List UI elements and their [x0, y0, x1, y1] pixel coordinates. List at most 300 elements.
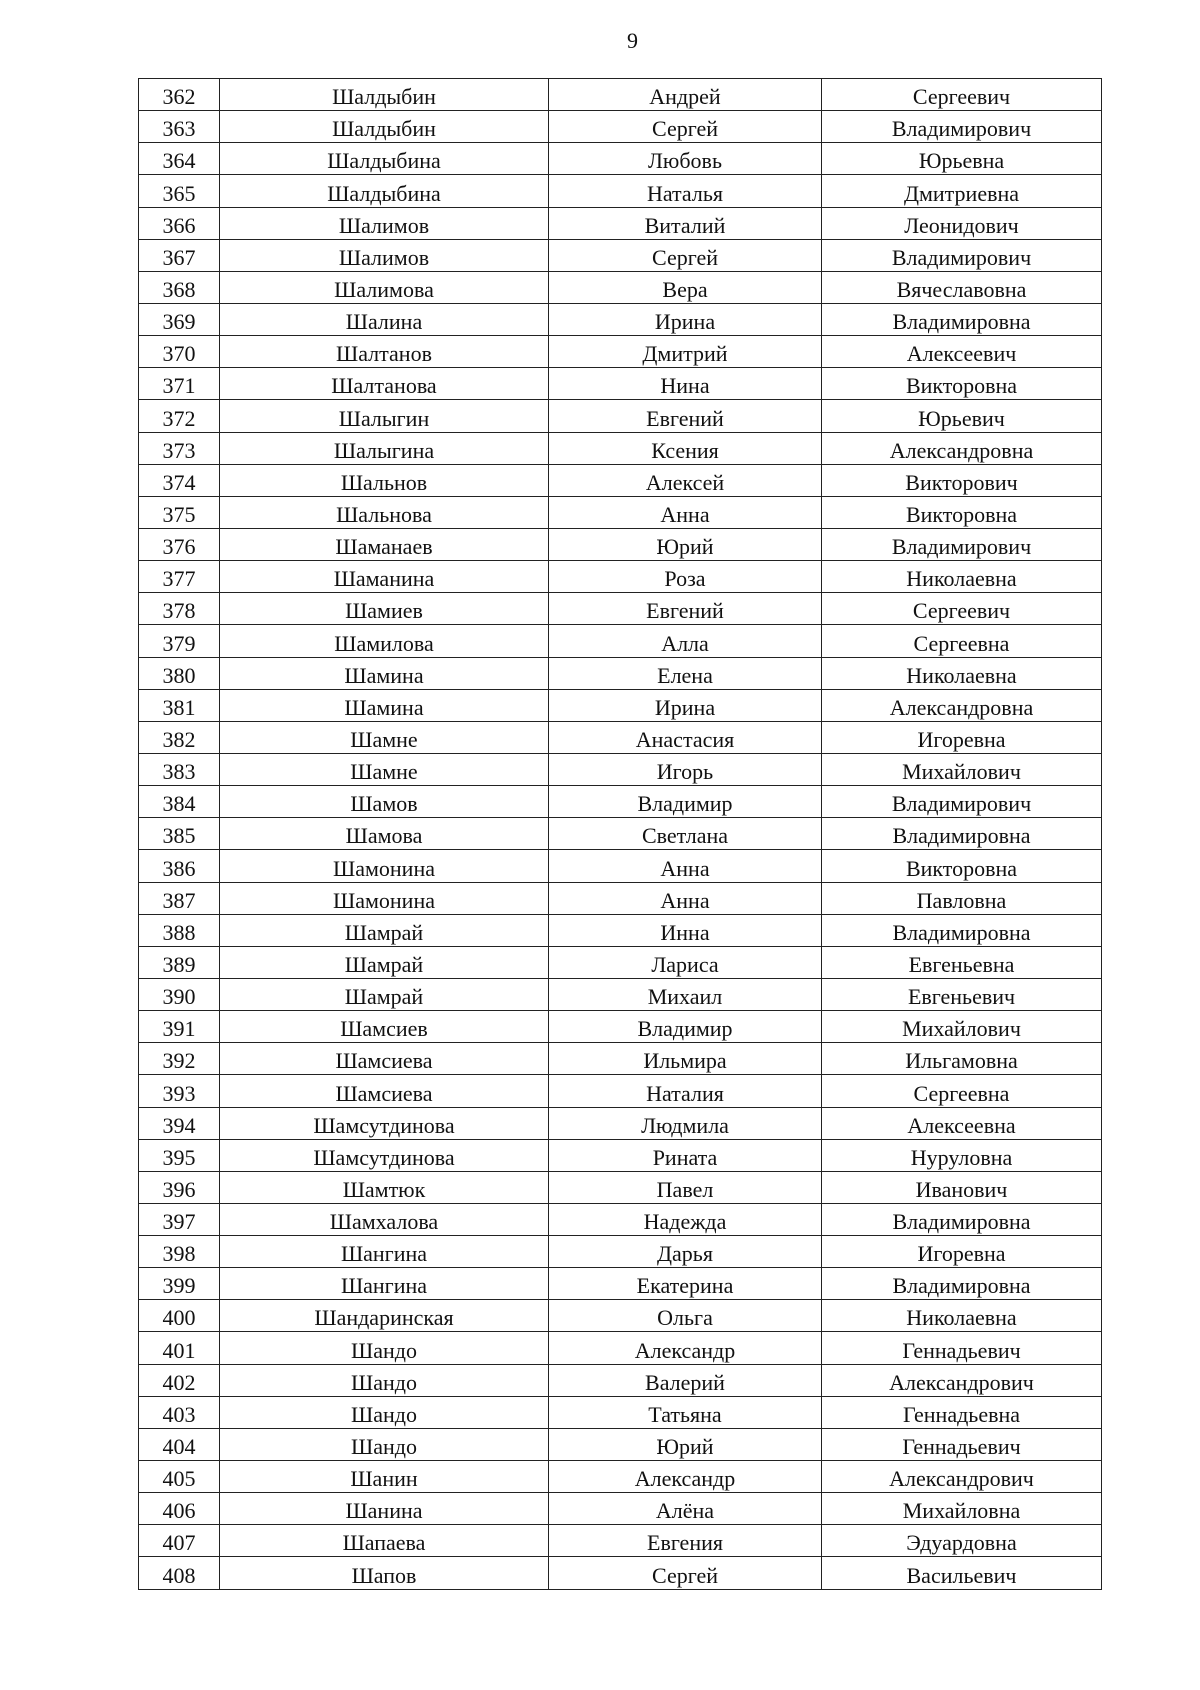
- surname-cell: [220, 1428, 549, 1460]
- row-number-cell-text: 380: [162, 662, 196, 688]
- surname-cell: [220, 528, 549, 560]
- patronymic-cell-text: Сергеевна: [913, 1080, 1010, 1106]
- table-row: [139, 400, 1102, 432]
- surname-cell: [220, 1493, 549, 1525]
- table-row: [139, 1493, 1102, 1525]
- patronymic-cell-text: Владимировна: [892, 919, 1031, 945]
- row-number-cell: [139, 271, 220, 303]
- patronymic-cell: [822, 1075, 1102, 1107]
- patronymic-cell-text: Юрьевич: [918, 405, 1005, 431]
- row-number-cell: [139, 368, 220, 400]
- surname-cell-text: Шамов: [350, 791, 418, 817]
- patronymic-cell: [822, 1428, 1102, 1460]
- patronymic-cell: [822, 914, 1102, 946]
- surname-cell-text: Шалина: [345, 309, 423, 335]
- surname-cell: [220, 271, 549, 303]
- patronymic-cell: [822, 753, 1102, 785]
- first-name-cell-text: Алёна: [655, 1498, 715, 1524]
- surname-cell-text: Шамина: [344, 662, 424, 688]
- row-number-cell: [139, 1493, 220, 1525]
- patronymic-cell: [822, 239, 1102, 271]
- patronymic-cell: [822, 464, 1102, 496]
- row-number-cell-text: 364: [162, 148, 196, 174]
- surname-cell-text: Шалимов: [338, 244, 430, 270]
- patronymic-cell: [822, 1332, 1102, 1364]
- patronymic-cell-text: Иванович: [915, 1176, 1008, 1202]
- patronymic-cell-text: Сергеевна: [913, 630, 1010, 656]
- first-name-cell-text: Андрей: [649, 84, 721, 110]
- row-number-cell-text: 370: [162, 341, 196, 367]
- surname-cell-text: Шалдыбина: [327, 180, 441, 206]
- patronymic-cell-text: Викторовна: [905, 855, 1018, 881]
- first-name-cell-text: Любовь: [648, 148, 722, 174]
- patronymic-cell: [822, 111, 1102, 143]
- patronymic-cell-text: Александрович: [889, 1369, 1034, 1395]
- first-name-cell: [549, 1203, 822, 1235]
- surname-cell: [220, 1525, 549, 1557]
- first-name-cell: [549, 1075, 822, 1107]
- first-name-cell: [549, 1557, 822, 1589]
- row-number-cell-text: 391: [162, 1016, 196, 1042]
- first-name-cell-text: Павел: [656, 1176, 714, 1202]
- row-number-cell-text: 408: [162, 1562, 196, 1588]
- table-row: [139, 1332, 1102, 1364]
- surname-cell-text: Шалтанова: [331, 373, 437, 399]
- surname-cell: [220, 207, 549, 239]
- patronymic-cell-text: Владимировна: [892, 309, 1031, 335]
- first-name-cell: [549, 271, 822, 303]
- table-row: [139, 79, 1102, 111]
- first-name-cell-text: Евгений: [646, 405, 724, 431]
- table-row: [139, 464, 1102, 496]
- row-number-cell-text: 377: [162, 566, 196, 592]
- patronymic-cell-text: Евгеньевич: [907, 984, 1016, 1010]
- surname-cell: [220, 946, 549, 978]
- first-name-cell-text: Михаил: [647, 984, 723, 1010]
- surname-cell: [220, 978, 549, 1010]
- patronymic-cell: [822, 1011, 1102, 1043]
- surname-cell-text: Шамхалова: [329, 1209, 439, 1235]
- patronymic-cell-text: Геннадьевна: [902, 1401, 1021, 1427]
- row-number-cell-text: 362: [162, 84, 196, 110]
- patronymic-cell: [822, 625, 1102, 657]
- row-number-cell: [139, 1428, 220, 1460]
- patronymic-cell-text: Владимирович: [891, 244, 1032, 270]
- row-number-cell-text: 395: [162, 1144, 196, 1170]
- patronymic-cell-text: Михайлович: [902, 1016, 1021, 1042]
- surname-cell: [220, 1075, 549, 1107]
- row-number-cell-text: 399: [162, 1273, 196, 1299]
- table-row: [139, 1268, 1102, 1300]
- row-number-cell: [139, 1043, 220, 1075]
- first-name-cell: [549, 207, 822, 239]
- surname-cell-text: Шамтюк: [342, 1176, 426, 1202]
- row-number-cell-text: 397: [162, 1209, 196, 1235]
- row-number-cell-text: 402: [162, 1369, 196, 1395]
- table-row: [139, 625, 1102, 657]
- surname-cell: [220, 721, 549, 753]
- surname-cell-text: Шалыгин: [338, 405, 430, 431]
- row-number-cell-text: 404: [162, 1434, 196, 1460]
- row-number-cell-text: 366: [162, 212, 196, 238]
- table-row: [139, 689, 1102, 721]
- first-name-cell: [549, 753, 822, 785]
- first-name-cell: [549, 818, 822, 850]
- patronymic-cell: [822, 400, 1102, 432]
- row-number-cell: [139, 1332, 220, 1364]
- row-number-cell: [139, 625, 220, 657]
- patronymic-cell: [822, 1300, 1102, 1332]
- table-row: [139, 914, 1102, 946]
- first-name-cell-text: Нина: [660, 373, 710, 399]
- row-number-cell: [139, 239, 220, 271]
- first-name-cell: [549, 1236, 822, 1268]
- first-name-cell: [549, 432, 822, 464]
- patronymic-cell-text: Николаевна: [906, 1305, 1017, 1331]
- table-row: [139, 818, 1102, 850]
- surname-cell-text: Шамсиева: [335, 1048, 433, 1074]
- row-number-cell: [139, 1525, 220, 1557]
- row-number-cell: [139, 850, 220, 882]
- first-name-cell: [549, 528, 822, 560]
- surname-cell: [220, 657, 549, 689]
- row-number-cell: [139, 882, 220, 914]
- surname-cell: [220, 1300, 549, 1332]
- patronymic-cell-text: Николаевна: [906, 662, 1017, 688]
- row-number-cell-text: 407: [162, 1530, 196, 1556]
- first-name-cell-text: Татьяна: [648, 1401, 722, 1427]
- table-row: [139, 143, 1102, 175]
- patronymic-cell: [822, 1139, 1102, 1171]
- row-number-cell: [139, 207, 220, 239]
- surname-cell-text: Шамсутдинова: [313, 1112, 455, 1138]
- table-row: [139, 239, 1102, 271]
- table-row: [139, 1428, 1102, 1460]
- surname-cell-text: Шамсутдинова: [313, 1144, 455, 1170]
- first-name-cell: [549, 79, 822, 111]
- table-row: [139, 1364, 1102, 1396]
- first-name-cell-text: Владимир: [637, 791, 733, 817]
- row-number-cell: [139, 721, 220, 753]
- first-name-cell-text: Анна: [660, 855, 710, 881]
- patronymic-cell: [822, 561, 1102, 593]
- patronymic-cell: [822, 593, 1102, 625]
- patronymic-cell-text: Викторовна: [905, 501, 1018, 527]
- surname-cell: [220, 303, 549, 335]
- row-number-cell-text: 378: [162, 598, 196, 624]
- row-number-cell: [139, 336, 220, 368]
- first-name-cell-text: Александр: [634, 1466, 736, 1492]
- surname-cell: [220, 1171, 549, 1203]
- surname-cell-text: Шамонина: [333, 855, 435, 881]
- row-number-cell-text: 400: [162, 1305, 196, 1331]
- row-number-cell: [139, 818, 220, 850]
- surname-cell-text: Шалдыбин: [332, 116, 436, 142]
- surname-cell: [220, 111, 549, 143]
- first-name-cell: [549, 625, 822, 657]
- surname-cell-text: Шамсиева: [335, 1080, 433, 1106]
- table-row: [139, 1075, 1102, 1107]
- patronymic-cell-text: Михайлович: [902, 759, 1021, 785]
- first-name-cell-text: Евгения: [647, 1530, 723, 1556]
- patronymic-cell: [822, 143, 1102, 175]
- row-number-cell-text: 376: [162, 534, 196, 560]
- patronymic-cell-text: Михайловна: [902, 1498, 1021, 1524]
- first-name-cell: [549, 1364, 822, 1396]
- table-row: [139, 528, 1102, 560]
- first-name-cell: [549, 368, 822, 400]
- patronymic-cell-text: Эдуардовна: [906, 1530, 1017, 1556]
- row-number-cell: [139, 946, 220, 978]
- patronymic-cell-text: Николаевна: [906, 566, 1017, 592]
- row-number-cell: [139, 1364, 220, 1396]
- row-number-cell-text: 363: [162, 116, 196, 142]
- first-name-cell-text: Ирина: [654, 309, 716, 335]
- first-name-cell-text: Алла: [661, 630, 709, 656]
- patronymic-cell-text: Владимировна: [892, 1209, 1031, 1235]
- first-name-cell: [549, 1525, 822, 1557]
- row-number-cell-text: 387: [162, 887, 196, 913]
- first-name-cell-text: Алексей: [645, 469, 725, 495]
- table-row: [139, 432, 1102, 464]
- patronymic-cell: [822, 689, 1102, 721]
- first-name-cell: [549, 786, 822, 818]
- patronymic-cell-text: Игоревна: [917, 1241, 1006, 1267]
- first-name-cell-text: Ильмира: [643, 1048, 727, 1074]
- row-number-cell-text: 381: [162, 694, 196, 720]
- patronymic-cell-text: Александровна: [889, 694, 1034, 720]
- first-name-cell: [549, 496, 822, 528]
- surname-cell: [220, 786, 549, 818]
- surname-cell: [220, 1011, 549, 1043]
- table-row: [139, 368, 1102, 400]
- patronymic-cell: [822, 528, 1102, 560]
- surname-cell-text: Шапаева: [342, 1530, 426, 1556]
- surname-cell: [220, 818, 549, 850]
- first-name-cell-text: Игорь: [656, 759, 714, 785]
- patronymic-cell-text: Юрьевна: [918, 148, 1005, 174]
- patronymic-cell: [822, 882, 1102, 914]
- table-row: [139, 978, 1102, 1010]
- first-name-cell-text: Екатерина: [636, 1273, 734, 1299]
- first-name-cell-text: Дарья: [657, 1241, 713, 1267]
- row-number-cell: [139, 79, 220, 111]
- row-number-cell: [139, 593, 220, 625]
- first-name-cell-text: Валерий: [645, 1369, 725, 1395]
- surname-cell-text: Шангина: [340, 1241, 428, 1267]
- table-row: [139, 882, 1102, 914]
- patronymic-cell-text: Сергеевич: [912, 598, 1011, 624]
- first-name-cell: [549, 400, 822, 432]
- patronymic-cell: [822, 1461, 1102, 1493]
- surname-cell-text: Шамрай: [344, 951, 424, 977]
- surname-cell-text: Шандаринская: [314, 1305, 454, 1331]
- row-number-cell: [139, 689, 220, 721]
- patronymic-cell: [822, 818, 1102, 850]
- surname-cell: [220, 143, 549, 175]
- surname-cell: [220, 1043, 549, 1075]
- first-name-cell: [549, 1043, 822, 1075]
- row-number-cell-text: 390: [162, 984, 196, 1010]
- first-name-cell-text: Рината: [652, 1144, 718, 1170]
- row-number-cell: [139, 1300, 220, 1332]
- row-number-cell: [139, 496, 220, 528]
- patronymic-cell-text: Нуруловна: [910, 1144, 1013, 1170]
- first-name-cell: [549, 1011, 822, 1043]
- surname-cell: [220, 496, 549, 528]
- row-number-cell: [139, 1171, 220, 1203]
- row-number-cell: [139, 143, 220, 175]
- surname-cell-text: Шалыгина: [333, 437, 435, 463]
- row-number-cell-text: 389: [162, 951, 196, 977]
- surname-cell: [220, 753, 549, 785]
- patronymic-cell: [822, 79, 1102, 111]
- row-number-cell-text: 398: [162, 1241, 196, 1267]
- row-number-cell-text: 401: [162, 1337, 196, 1363]
- row-number-cell: [139, 175, 220, 207]
- row-number-cell: [139, 1557, 220, 1589]
- first-name-cell-text: Вера: [662, 276, 708, 302]
- patronymic-cell-text: Алексеевна: [907, 1112, 1016, 1138]
- row-number-cell-text: 372: [162, 405, 196, 431]
- first-name-cell: [549, 657, 822, 689]
- first-name-cell-text: Роза: [664, 566, 706, 592]
- surname-cell: [220, 368, 549, 400]
- table-row: [139, 1107, 1102, 1139]
- first-name-cell-text: Ольга: [657, 1305, 713, 1331]
- first-name-cell: [549, 882, 822, 914]
- surname-cell: [220, 625, 549, 657]
- patronymic-cell: [822, 1236, 1102, 1268]
- row-number-cell: [139, 561, 220, 593]
- surname-cell: [220, 464, 549, 496]
- row-number-cell: [139, 1011, 220, 1043]
- surname-cell-text: Шалдыбин: [332, 84, 436, 110]
- patronymic-cell-text: Владимировна: [892, 823, 1031, 849]
- patronymic-cell-text: Павловна: [916, 887, 1007, 913]
- table-row: [139, 1300, 1102, 1332]
- row-number-cell: [139, 1107, 220, 1139]
- table-row: [139, 207, 1102, 239]
- first-name-cell-text: Евгений: [646, 598, 724, 624]
- surname-cell: [220, 689, 549, 721]
- row-number-cell-text: 386: [162, 855, 196, 881]
- patronymic-cell-text: Александрович: [889, 1466, 1034, 1492]
- surname-cell: [220, 850, 549, 882]
- row-number-cell-text: 374: [162, 469, 196, 495]
- surname-cell-text: Шальнова: [336, 501, 432, 527]
- patronymic-cell: [822, 432, 1102, 464]
- row-number-cell-text: 383: [162, 759, 196, 785]
- table-row: [139, 336, 1102, 368]
- surname-cell: [220, 882, 549, 914]
- table-row: [139, 657, 1102, 689]
- table-row: [139, 593, 1102, 625]
- surname-cell: [220, 400, 549, 432]
- surname-cell: [220, 1236, 549, 1268]
- surname-cell: [220, 79, 549, 111]
- surname-cell-text: Шандо: [351, 1401, 417, 1427]
- surname-cell-text: Шамне: [350, 759, 418, 785]
- surname-cell: [220, 1203, 549, 1235]
- table-row: [139, 175, 1102, 207]
- first-name-cell: [549, 721, 822, 753]
- first-name-cell: [549, 1332, 822, 1364]
- row-number-cell: [139, 914, 220, 946]
- patronymic-cell-text: Геннадьевич: [902, 1434, 1021, 1460]
- surname-cell: [220, 1461, 549, 1493]
- row-number-cell: [139, 303, 220, 335]
- row-number-cell-text: 392: [162, 1048, 196, 1074]
- patronymic-cell-text: Леонидович: [904, 212, 1019, 238]
- first-name-cell: [549, 175, 822, 207]
- patronymic-cell-text: Геннадьевич: [902, 1337, 1021, 1363]
- surname-cell: [220, 561, 549, 593]
- name-roster-body: [139, 79, 1102, 1590]
- surname-cell: [220, 239, 549, 271]
- surname-cell: [220, 1557, 549, 1589]
- first-name-cell-text: Наталья: [646, 180, 724, 206]
- surname-cell-text: Шандо: [351, 1434, 417, 1460]
- patronymic-cell-text: Владимирович: [891, 791, 1032, 817]
- first-name-cell: [549, 914, 822, 946]
- patronymic-cell: [822, 303, 1102, 335]
- row-number-cell: [139, 111, 220, 143]
- row-number-cell-text: 367: [162, 244, 196, 270]
- table-row: [139, 1203, 1102, 1235]
- row-number-cell: [139, 1236, 220, 1268]
- page-number: 9: [627, 28, 638, 53]
- row-number-cell: [139, 528, 220, 560]
- patronymic-cell-text: Владимирович: [891, 534, 1032, 560]
- first-name-cell-text: Надежда: [643, 1209, 727, 1235]
- patronymic-cell-text: Владимировна: [892, 1273, 1031, 1299]
- patronymic-cell: [822, 1203, 1102, 1235]
- patronymic-cell: [822, 1107, 1102, 1139]
- patronymic-cell: [822, 850, 1102, 882]
- surname-cell-text: Шамова: [345, 823, 423, 849]
- first-name-cell: [549, 1139, 822, 1171]
- first-name-cell-text: Юрий: [656, 1434, 714, 1460]
- patronymic-cell-text: Алексеевич: [906, 341, 1017, 367]
- patronymic-cell-text: Васильевич: [906, 1562, 1017, 1588]
- row-number-cell: [139, 432, 220, 464]
- first-name-cell: [549, 850, 822, 882]
- first-name-cell-text: Людмила: [641, 1112, 729, 1138]
- name-roster-table: [138, 78, 1102, 1590]
- patronymic-cell: [822, 1525, 1102, 1557]
- first-name-cell: [549, 464, 822, 496]
- patronymic-cell-text: Викторовна: [905, 373, 1018, 399]
- row-number-cell-text: 393: [162, 1080, 196, 1106]
- patronymic-cell-text: Дмитриевна: [903, 180, 1020, 206]
- patronymic-cell: [822, 1268, 1102, 1300]
- patronymic-cell: [822, 207, 1102, 239]
- first-name-cell-text: Анна: [660, 501, 710, 527]
- surname-cell: [220, 175, 549, 207]
- patronymic-cell: [822, 1043, 1102, 1075]
- row-number-cell: [139, 978, 220, 1010]
- surname-cell-text: Шамонина: [333, 887, 435, 913]
- surname-cell-text: Шамина: [344, 694, 424, 720]
- table-row: [139, 561, 1102, 593]
- patronymic-cell-text: Викторович: [905, 469, 1018, 495]
- row-number-cell-text: 369: [162, 309, 196, 335]
- surname-cell-text: Шанина: [345, 1498, 423, 1524]
- first-name-cell-text: Сергей: [652, 116, 718, 142]
- patronymic-cell: [822, 368, 1102, 400]
- first-name-cell-text: Светлана: [641, 823, 729, 849]
